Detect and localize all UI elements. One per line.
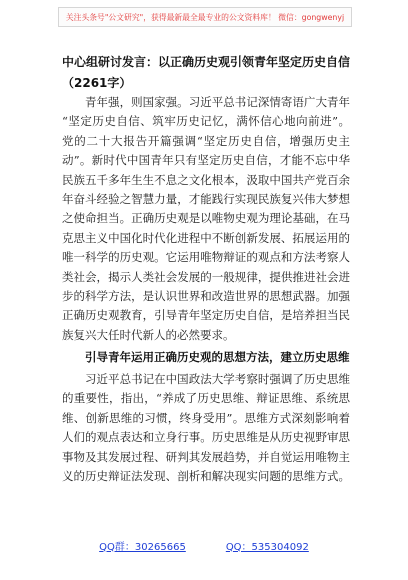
paragraph-line: 唯一科学的历史观。它运用唯物辩证的观点和方法考察人 bbox=[62, 250, 350, 265]
page-footer bbox=[0, 537, 408, 553]
paragraph-line: 正确历史观教育，引导青年坚定历史自信，是培养担当民 bbox=[62, 308, 350, 323]
paragraph-line: 党的二十大报告开篇强调“坚定历史自信，增强历史主 bbox=[62, 133, 350, 148]
paragraph-1 bbox=[62, 93, 350, 345]
paragraph-line: 动”。新时代中国青年只有坚定历史自信，才能不忘中华 bbox=[62, 153, 350, 168]
word-count: （2261字） bbox=[62, 75, 132, 90]
paragraph-line: 类社会，揭示人类社会发展的一般规律，提供推进社会进 bbox=[62, 269, 350, 284]
document-title-text: 中心组研讨发言：以正确历史观引领青年坚定历史自信 bbox=[62, 55, 351, 69]
paragraph-line: 习近平总书记在中国政法大学考察时强调了历史思维 bbox=[85, 372, 350, 386]
paragraph-line: 人们的观点表达和立身行事。历史思维是从历史视野审思 bbox=[62, 430, 350, 445]
promo-banner bbox=[58, 7, 352, 27]
promo-banner-text: 关注头条号"公文研究"，获得最新最全最专业的公文资料库！ 微信：gongwenyj bbox=[65, 12, 345, 22]
footer-qq-link[interactable]: QQ：535304092 bbox=[225, 541, 309, 553]
paragraph-line: 之使命担当。正确历史观是以唯物史观为理论基础，在马 bbox=[62, 211, 350, 226]
document-title bbox=[62, 52, 352, 93]
paragraph-line: “坚定历史自信、筑牢历史记忆，满怀信心地向前进”。 bbox=[62, 114, 350, 129]
paragraph-line: 维、创新思维的习惯，终身受用”。思维方式深刻影响着 bbox=[62, 410, 350, 425]
paragraph-line: 的重要性，指出，“养成了历史思维、辩证思维、系统思 bbox=[62, 391, 350, 406]
paragraph-line: 事物及其发展过程、研判其发展趋势，并自觉运用唯物主 bbox=[62, 449, 350, 464]
paragraph-line: 青年强，则国家强。习近平总书记深情寄语广大青年 bbox=[85, 95, 350, 109]
paragraph-line: 克思主义中国化时代化进程中不断创新发展、拓展运用的 bbox=[62, 230, 350, 245]
paragraph-2 bbox=[62, 370, 350, 486]
section-heading: 引导青年运用正确历史观的思想方法，建立历史思维 bbox=[85, 350, 350, 364]
paragraph-line: 年奋斗经验之智慧力量，才能践行实现民族复兴伟大梦想 bbox=[62, 191, 350, 206]
paragraph-line: 民族五千多年生生不息之文化根本，汲取中国共产党百余 bbox=[62, 172, 350, 187]
paragraph-line: 步的科学方法，是认识世界和改造世界的思想武器。加强 bbox=[62, 288, 350, 303]
paragraph-line: 义的历史辩证法发现、剖析和解决现实问题的思维方式。 bbox=[62, 468, 350, 483]
paragraph-line: 族复兴大任时代新人的必然要求。 bbox=[62, 327, 235, 342]
footer-qq-group-link[interactable]: QQ群：30265665 bbox=[99, 541, 186, 553]
